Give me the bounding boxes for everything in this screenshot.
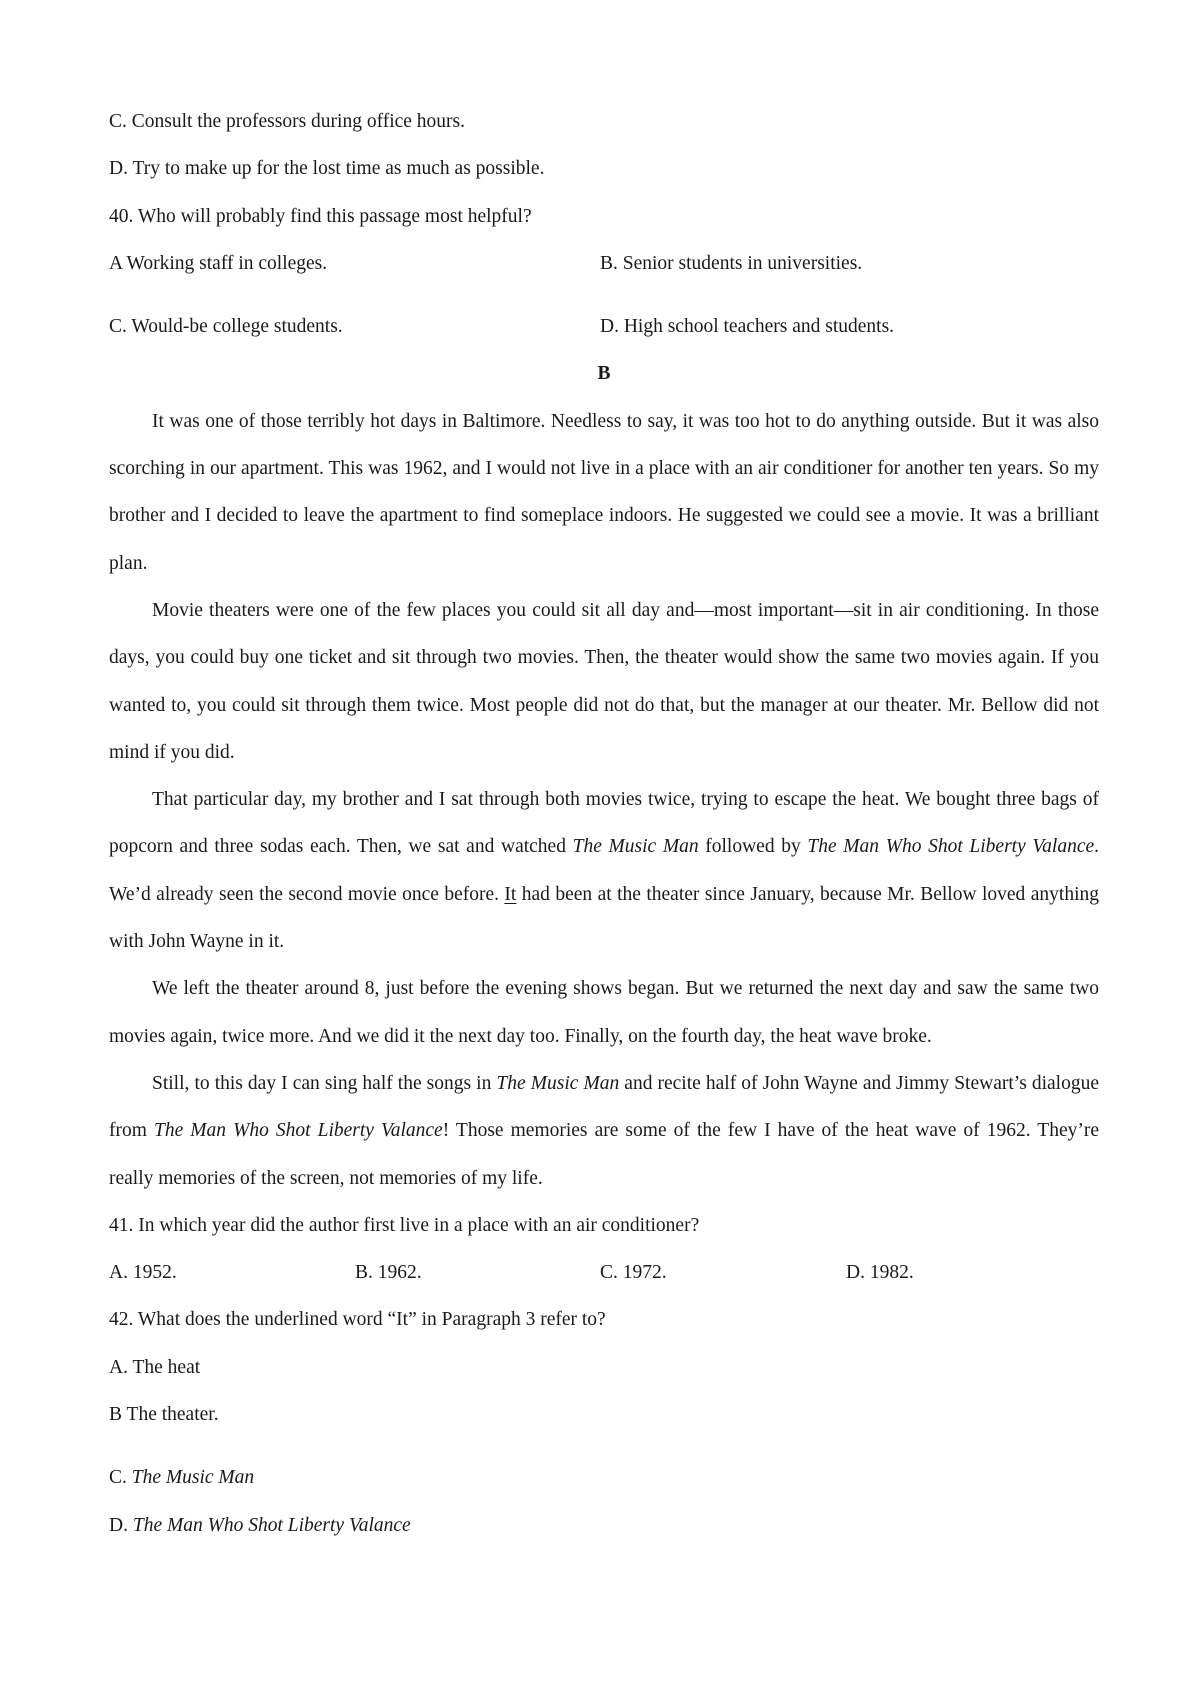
q42-option-d-title: The Man Who Shot Liberty Valance [132,1514,411,1536]
p3-text-b: followed by [698,836,808,858]
q41-option-c: C. 1972. [600,1262,667,1284]
p3-text-c: . We’d already seen the second movie once before. [109,836,1100,905]
passage-paragraph-1: It was one of those terribly hot days in Baltimore. Needless to say, it was too hot to do anything outside. But it was also scorching in our apartment. This was 1962, and I would not live in a place with an air conditioner for another ten years. So my brother and I decided to leave the apartment to find someplace indoors. He suggested we could see a movie. It was a brilliant plan. [109,410,1099,574]
p3-movie-title-2: The Man Who Shot Liberty Valance [807,836,1095,858]
q42-option-d [109,1502,1099,1549]
q41-question: 41. In which year did the author first live in a place with an air conditioner? [109,1214,700,1236]
q40-option-d: D. High school teachers and students. [600,316,895,338]
passage-paragraph-3 [109,776,1099,965]
q40-question: 40. Who will probably find this passage most helpful? [109,205,532,227]
q40-option-c: C. Would-be college students. [109,316,343,338]
q42-option-c [109,1454,1099,1501]
q42-option-c-prefix: C. [109,1467,132,1489]
p5-movie-title-2: The Man Who Shot Liberty Valance [153,1120,443,1142]
q41-option-d: D. 1982. [846,1262,914,1284]
passage-paragraph-2: Movie theaters were one of the few places you could sit all day and—most important—sit in air conditioning. In those days, you could buy one ticket and sit through two movies. Then, the theater would show the same two movies again. If you wanted to, you could sit through them twice. Most people did not do that, but the manager at our theater. Mr. Bellow did not mind if you did. [109,599,1099,763]
q40-option-b: B. Senior students in universities. [600,252,863,274]
passage-paragraph-5 [109,1060,1099,1202]
p5-movie-title-1: The Music Man [496,1072,620,1094]
q42-question: 42. What does the underlined word “It” in Paragraph 3 refer to? [109,1309,606,1331]
q42-option-b: B The theater. [109,1404,219,1426]
q40-option-a: A Working staff in colleges. [109,252,328,274]
q41-options-row [109,1249,1099,1296]
p3-text-d: had been at the theater since January, because Mr. Bellow loved anything with John Wayne in it. [109,883,1099,953]
passage-paragraph-4: We left the theater around 8, just before the evening shows began. But we returned the next day and saw the same two movies again, twice more. And we did it the next day too. Finally, on the fourth day, the heat wave broke. [109,978,1099,1047]
q39-option-c: C. Consult the professors during office hours. [109,111,466,132]
q41-option-b: B. 1962. [355,1262,422,1284]
q40-options-row-2 [109,303,1099,350]
p3-underlined-word: It [504,883,517,905]
p5-text-c: ! Those memories are some of the few I have of the heat wave of 1962. They’re really memories of the screen, not memories of my life. [109,1120,1100,1189]
q42-option-c-title: The Music Man [131,1467,255,1489]
q42-option-a: A. The heat [109,1356,201,1378]
q39-option-d: D. Try to make up for the lost time as much as possible. [109,158,545,180]
q41-option-a: A. 1952. [109,1262,177,1284]
p5-text-a: Still, to this day I can sing half the songs in [152,1072,497,1094]
p5-text-b: and recite half of John Wayne and Jimmy Stewart’s dialogue from [109,1072,1099,1142]
q40-options-row-1 [109,240,1099,287]
p3-text-a: That particular day, my brother and I sat through both movies twice, trying to escape the heat. We bought three bags of popcorn and three sodas each. Then, we sat and watched [109,789,1099,858]
exam-page [109,98,1099,1549]
section-heading: B [597,363,611,385]
p3-movie-title-1: The Music Man [572,836,699,858]
q42-option-d-prefix: D. [109,1514,133,1536]
